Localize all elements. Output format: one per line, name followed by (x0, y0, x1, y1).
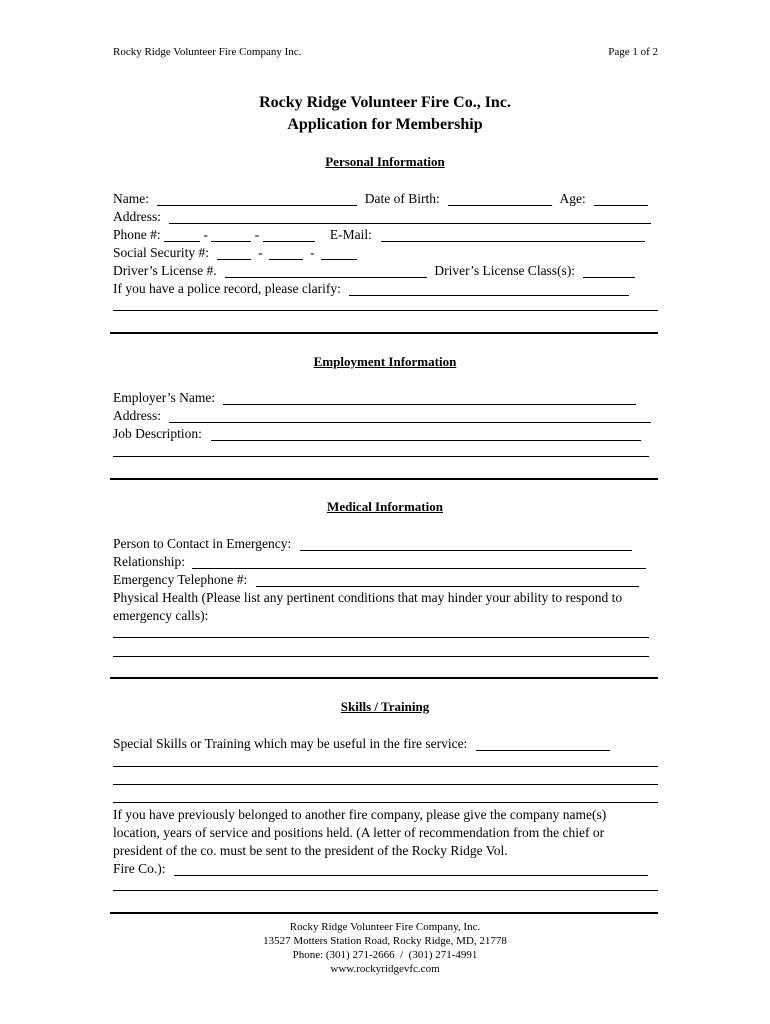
footer-divider (110, 912, 658, 914)
row-ssn (113, 244, 658, 262)
row-special-skills (113, 735, 658, 753)
row-police-record (113, 280, 658, 298)
phone-separator-2: - (254, 227, 260, 242)
job-description-label: Job Description: (113, 426, 202, 441)
physical-health-line-1[interactable] (113, 637, 649, 638)
relationship-field[interactable] (192, 554, 646, 569)
license-number-field[interactable] (225, 263, 427, 278)
special-skills-line-4[interactable] (113, 802, 658, 803)
emergency-phone-field[interactable] (256, 572, 639, 587)
special-skills-line-3[interactable] (113, 784, 658, 785)
address-label: Address: (113, 209, 161, 224)
row-address (113, 208, 658, 226)
section-divider (110, 677, 658, 679)
row-drivers-license (113, 262, 658, 280)
police-record-field[interactable] (349, 281, 629, 296)
employer-label: Employer’s Name: (113, 390, 216, 405)
row-relationship (113, 553, 658, 571)
police-record-line-2[interactable] (113, 310, 658, 311)
emergency-contact-label: Person to Contact in Emergency: (113, 536, 292, 551)
fire-co-label: Fire Co.): (113, 861, 166, 876)
ssn-separator-1: - (254, 245, 266, 260)
row-emergency-contact (113, 535, 658, 553)
section-heading-medical: Medical Information (327, 499, 443, 514)
email-field[interactable] (381, 227, 645, 242)
special-skills-line-2[interactable] (113, 766, 658, 767)
police-record-label: If you have a police record, please clarify: (113, 281, 341, 296)
row-fire-co (113, 860, 658, 878)
section-heading-employment: Employment Information (313, 354, 457, 369)
license-class-field[interactable] (583, 263, 635, 278)
header-page-number: Page 1 of 2 (608, 46, 658, 58)
license-label: Driver’s License #. (113, 263, 217, 278)
employer-address-label: Address: (113, 408, 161, 423)
ssn-part2-field[interactable] (269, 245, 303, 260)
physical-health-prompt: Physical Health (Please list any pertinent conditions that may hinder your ability to respond to emergency calls): (113, 590, 623, 623)
phone-label: Phone #: (113, 227, 161, 242)
name-label: Name: (113, 191, 149, 206)
form-title: Rocky Ridge Volunteer Fire Co., Inc. (259, 94, 511, 111)
dob-label: Date of Birth: (364, 191, 440, 206)
ssn-label: Social Security #: (113, 245, 209, 260)
row-employer-address (113, 407, 658, 425)
phone-prefix-field[interactable] (211, 227, 251, 242)
header-org-name: Rocky Ridge Volunteer Fire Company Inc. (113, 46, 302, 58)
section-divider (110, 332, 658, 334)
job-description-line-2[interactable] (113, 456, 649, 457)
employer-field[interactable] (223, 390, 636, 405)
section-divider (110, 478, 658, 480)
emergency-phone-label: Emergency Telephone #: (113, 572, 248, 587)
license-class-label: Driver’s License Class(s): (434, 263, 576, 278)
footer-address: 13527 Motters Station Road, Rocky Ridge, MD, 21778 (263, 935, 507, 947)
row-phone-email (113, 226, 658, 244)
row-emergency-phone (113, 571, 658, 589)
section-heading-personal: Personal Information (325, 154, 445, 169)
previous-company-prompt: If you have previously belonged to another fire company, please give the company name(s) location, years of service and positions held. (A letter of recommendation from the chief or president of the co. must be sent to the president of the Rocky Ridge Vol. (113, 807, 607, 858)
footer-phone: Phone: (301) 271-2666 / (301) 271-4991 (292, 949, 478, 961)
special-skills-label: Special Skills or Training which may be useful in the fire service: (113, 736, 468, 751)
special-skills-field[interactable] (476, 736, 610, 751)
age-label: Age: (559, 191, 586, 206)
section-heading-skills: Skills / Training (340, 699, 430, 714)
dob-field[interactable] (448, 191, 552, 206)
phone-line-field[interactable] (263, 227, 315, 242)
ssn-part3-field[interactable] (321, 245, 357, 260)
employer-address-field[interactable] (169, 408, 651, 423)
physical-health-line-2[interactable] (113, 656, 649, 657)
previous-company-field[interactable] (174, 861, 648, 876)
email-label: E-Mail: (329, 227, 372, 242)
ssn-part1-field[interactable] (217, 245, 251, 260)
row-name-dob-age (113, 190, 658, 208)
age-field[interactable] (594, 191, 648, 206)
footer-website: www.rockyridgevfc.com (330, 963, 440, 975)
footer-org-name: Rocky Ridge Volunteer Fire Company, Inc. (289, 921, 481, 933)
row-job-description (113, 425, 658, 443)
relationship-label: Relationship: (113, 554, 185, 569)
form-subtitle: Application for Membership (287, 116, 483, 133)
phone-area-field[interactable] (164, 227, 200, 242)
ssn-separator-2: - (306, 245, 318, 260)
job-description-field[interactable] (211, 426, 641, 441)
row-employer (113, 389, 658, 407)
previous-company-line-2[interactable] (113, 890, 658, 891)
address-field[interactable] (169, 209, 651, 224)
name-field[interactable] (157, 191, 357, 206)
emergency-contact-field[interactable] (300, 536, 632, 551)
phone-separator-1: - (203, 227, 208, 242)
